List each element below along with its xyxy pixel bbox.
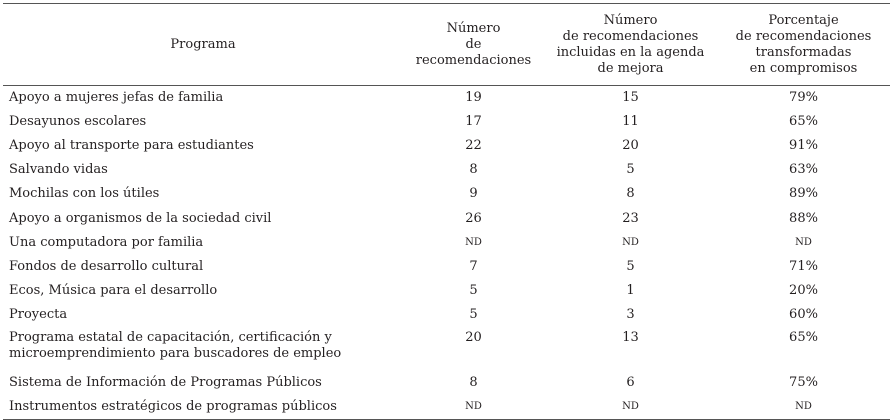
table-row xyxy=(3,86,890,110)
cell-programa: Apoyo a organismos de la sociedad civil xyxy=(9,210,272,226)
cell-recomendaciones: 17 xyxy=(465,113,482,129)
table-body xyxy=(3,86,890,420)
cell-porcentaje: 71% xyxy=(789,258,818,274)
cell-porcentaje: 91% xyxy=(789,137,818,153)
cell-porcentaje: 88% xyxy=(789,210,818,226)
cell-recomendaciones: 8 xyxy=(469,162,478,178)
cell-recomendaciones: 19 xyxy=(465,89,482,105)
recommendations-table xyxy=(3,3,890,420)
cell-recomendaciones: ND xyxy=(465,401,482,413)
cell-porcentaje: ND xyxy=(795,236,812,248)
table-row xyxy=(3,206,890,230)
table-row xyxy=(3,255,890,279)
table-row xyxy=(3,303,890,327)
cell-incluidas: 6 xyxy=(626,375,635,391)
cell-incluidas: 15 xyxy=(622,89,639,105)
cell-programa: Salvando vidas xyxy=(9,162,108,178)
cell-porcentaje: 65% xyxy=(789,113,818,129)
cell-programa: Mochilas con los útiles xyxy=(9,186,160,202)
cell-recomendaciones: 9 xyxy=(469,186,478,202)
cell-programa: Ecos, Música para el desarrollo xyxy=(9,283,218,299)
header-programa: Programa xyxy=(170,36,236,52)
cell-recomendaciones: 5 xyxy=(469,283,478,299)
cell-incluidas: 20 xyxy=(622,137,639,153)
table-row xyxy=(3,279,890,303)
cell-recomendaciones: 20 xyxy=(465,330,482,346)
cell-programa: Programa estatal de capacitación, certificación y microemprendimiento para buscadores de empleo xyxy=(9,330,342,362)
table-row xyxy=(3,327,890,371)
cell-incluidas: 5 xyxy=(626,162,635,178)
cell-incluidas: 5 xyxy=(626,258,635,274)
cell-porcentaje: 63% xyxy=(789,162,818,178)
cell-incluidas: 3 xyxy=(626,307,635,323)
header-row xyxy=(3,4,890,86)
cell-recomendaciones: 26 xyxy=(465,210,482,226)
cell-recomendaciones: 5 xyxy=(469,307,478,323)
cell-porcentaje: 65% xyxy=(789,330,818,346)
cell-porcentaje: 60% xyxy=(789,307,818,323)
table-row xyxy=(3,182,890,206)
cell-incluidas: 1 xyxy=(626,283,635,299)
cell-incluidas: 11 xyxy=(622,113,639,129)
cell-programa: Instrumentos estratégicos de programas públicos xyxy=(9,399,337,415)
cell-porcentaje: 75% xyxy=(789,375,818,391)
cell-incluidas: 13 xyxy=(622,330,639,346)
cell-programa: Proyecta xyxy=(9,307,68,323)
cell-programa: Una computadora por familia xyxy=(9,234,204,250)
table-row xyxy=(3,110,890,134)
cell-porcentaje: 20% xyxy=(789,283,818,299)
table-row xyxy=(3,371,890,395)
cell-incluidas: ND xyxy=(622,236,639,248)
cell-recomendaciones: 7 xyxy=(469,258,478,274)
table-row xyxy=(3,158,890,182)
cell-incluidas: 23 xyxy=(622,210,639,226)
cell-programa: Sistema de Información de Programas Públicos xyxy=(9,375,322,391)
cell-recomendaciones: 8 xyxy=(469,375,478,391)
cell-incluidas: 8 xyxy=(626,186,635,202)
table-header xyxy=(3,4,890,86)
cell-programa: Desayunos escolares xyxy=(9,113,147,129)
header-incluidas-agenda: Número de recomendaciones incluidas en la agenda de mejora xyxy=(556,12,705,76)
cell-recomendaciones: 22 xyxy=(465,137,482,153)
cell-programa: Apoyo al transporte para estudiantes xyxy=(9,137,254,153)
cell-programa: Apoyo a mujeres jefas de familia xyxy=(9,89,224,105)
cell-programa: Fondos de desarrollo cultural xyxy=(9,258,204,274)
cell-porcentaje: 79% xyxy=(789,89,818,105)
header-porcentaje: Porcentaje de recomendaciones transformadas en compromisos xyxy=(735,12,872,76)
header-numero-recomendaciones: Número de recomendaciones xyxy=(415,20,532,68)
table-row xyxy=(3,134,890,158)
cell-recomendaciones: ND xyxy=(465,236,482,248)
cell-porcentaje: 89% xyxy=(789,186,818,202)
cell-incluidas: ND xyxy=(622,401,639,413)
table-row xyxy=(3,231,890,255)
cell-porcentaje: ND xyxy=(795,401,812,413)
table-row xyxy=(3,396,890,420)
